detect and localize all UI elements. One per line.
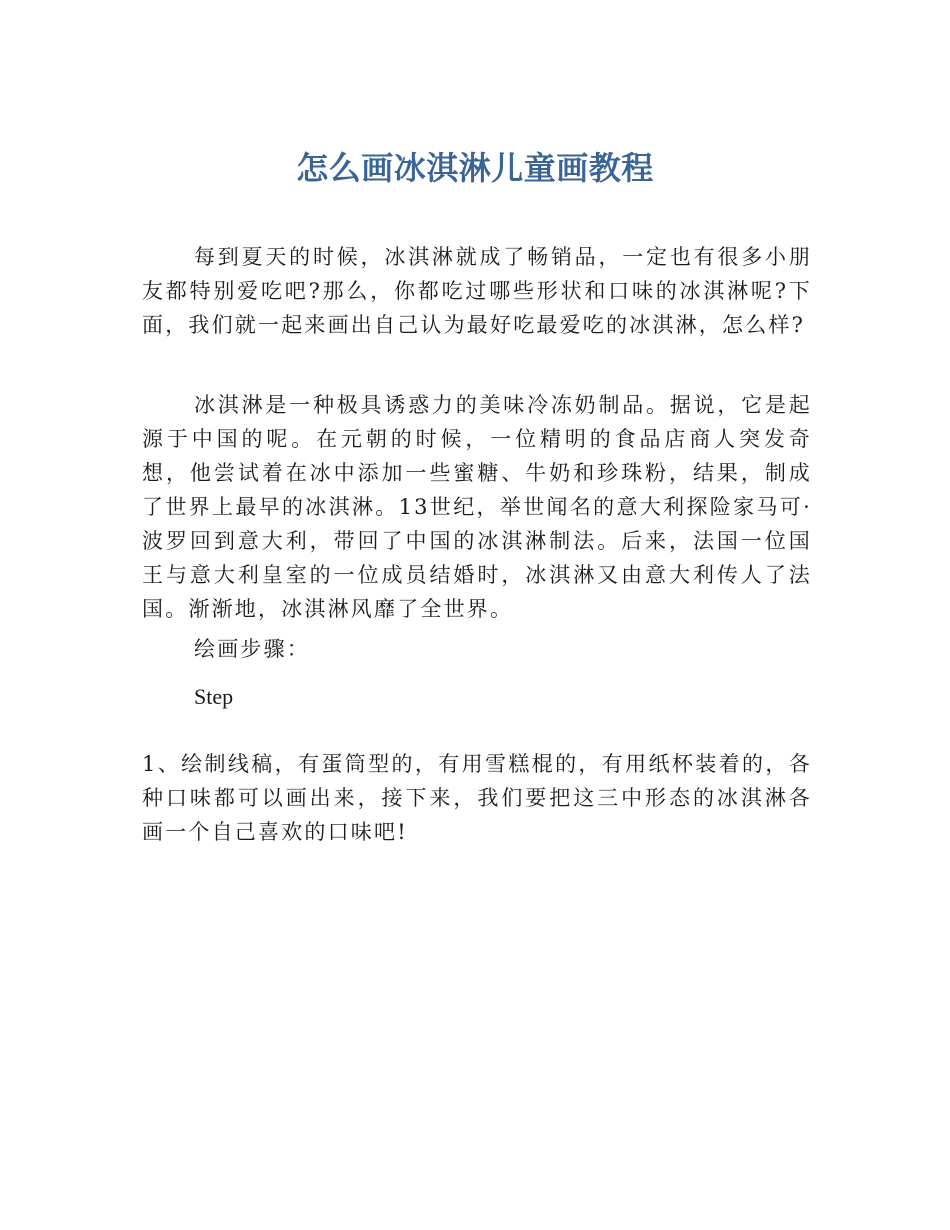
step-label: Step [194,684,234,709]
history-paragraph: 冰淇淋是一种极具诱惑力的美味冷冻奶制品。据说，它是起源于中国的呢。在元朝的时候，一位精明的食品店商人突发奇想，他尝试着在冰中添加一些蜜糖、牛奶和珍珠粉，结果，制成了世界上最早的冰淇淋。13世纪，举世闻名的意大利探险家马可·波罗回到意大利，带回了中国的冰淇淋制法。后来，法国一位国王与意大利皇室的一位成员结婚时，冰淇淋又由意大利传人了法国。渐渐地，冰淇淋风靡了全世界。 [142,393,812,621]
steps-heading: 绘画步骤： [194,637,310,661]
step-1-paragraph: 1、绘制线稿，有蛋筒型的，有用雪糕棍的，有用纸杯装着的，各种口味都可以画出来，接下来，我们要把这三中形态的冰淇淋各画一个自己喜欢的口味吧! [142,752,812,844]
document-title: 怎么画冰淇淋儿童画教程 [296,149,654,187]
intro-paragraph: 每到夏天的时候，冰淇淋就成了畅销品，一定也有很多小朋友都特别爱吃吧?那么，你都吃过哪些形状和口味的冰淇淋呢?下面，我们就一起来画出自己认为最好吃最爱吃的冰淇淋，怎么样? [142,245,812,337]
